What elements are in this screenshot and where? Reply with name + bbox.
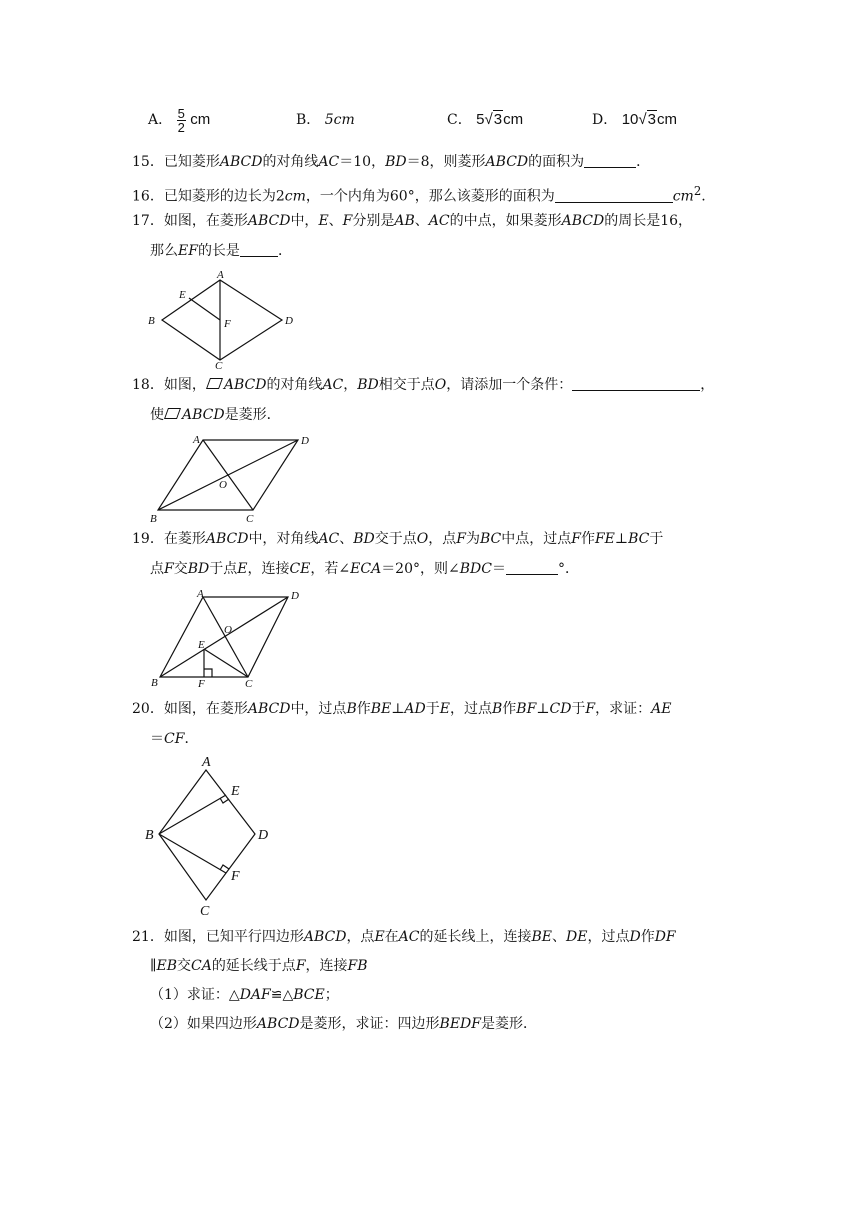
label-b: B [145,828,154,843]
diagonal-ac [203,597,248,677]
label-d: D [291,590,299,602]
label-c: C [246,513,254,525]
label-d: D [285,315,293,327]
option-a-unit: cm [190,111,211,128]
option-d: D． 10√3cm [592,111,677,128]
label-e: E [231,784,240,799]
diagonal-bd [158,440,298,510]
answer-blank[interactable] [572,376,700,391]
question-20-line2: ＝CF． [150,731,199,747]
label-f: F [198,678,205,690]
question-17-line2: 那么EF的长是 ． [150,243,292,259]
label-a: A [193,434,200,446]
question-19-line2: 点F交BD于点E，连接CE，若∠ECA＝20°，则∠BDC＝ °． [150,561,579,577]
label-a: A [217,269,224,281]
figure-18 [148,430,318,525]
rhombus-abcd [159,770,255,900]
answer-blank[interactable] [584,153,636,168]
question-15: 15．已知菱形ABCD的对角线AC＝10，BD＝8，则菱形ABCD的面积为 ． [132,154,651,170]
segment-bf [159,834,226,873]
question-21-line2: ∥EB交CA的延长线于点F，连接FB [150,958,368,974]
label-f: F [231,869,240,884]
question-21-part2: （2）如果四边形ABCD是菱形，求证：四边形BEDF是菱形． [150,1016,537,1032]
label-b: B [148,315,155,327]
parallelogram-icon [164,408,181,419]
segment-ef [189,298,220,320]
label-b: B [151,677,158,689]
option-b-label: B． [296,112,321,128]
question-21: 21．如图，已知平行四边形ABCD，点E在AC的延长线上，连接BE、DE，过点D作DF [132,929,676,945]
option-d-label: D． [592,112,618,128]
question-19: 19．在菱形ABCD中，对角线AC、BD交于点O，点F为BC中点，过点F作FE⊥BC于 [132,531,664,547]
label-c: C [245,678,253,690]
option-b-value: 5cm [324,112,355,128]
question-18: 18．如图， ABCD的对角线AC，BD相交于点O，请添加一个条件： ， [132,377,715,393]
segment-be [159,795,226,834]
figure-20 [142,752,282,922]
option-b [296,106,355,134]
label-d: D [301,435,309,447]
answer-blank[interactable] [240,242,278,257]
label-c: C [215,360,223,372]
label-d: D [258,828,269,843]
label-f: F [224,318,231,330]
label-e: E [179,289,186,301]
question-18-line2: 使 ABCD是菱形． [150,407,281,423]
figure-17 [145,268,305,372]
label-o: O [219,479,227,491]
answer-blank[interactable] [506,560,558,575]
option-a [148,106,210,134]
question-16: 16．已知菱形的边长为2cm，一个内角为60°，那么该菱形的面积为 $cm^2$. [132,184,706,205]
right-angle-mark-f [220,865,229,870]
question-20: 20．如图，在菱形ABCD中，过点B作BE⊥AD于E，过点B作BF⊥CD于F，求证：AE [132,701,672,717]
answer-blank[interactable] [555,188,673,203]
segment-ce [204,649,248,677]
option-a-fraction: $\frac{5}{2}$ [177,105,185,135]
label-o: O [224,624,232,636]
label-a: A [202,755,211,770]
diagonal-bd [160,597,288,677]
figure-19 [148,585,318,690]
question-21-part1: （1）求证：△DAF≌△BCE； [150,987,339,1003]
label-c: C [200,904,210,919]
label-a: A [197,588,204,600]
right-angle-mark [204,669,212,677]
option-c-label: C． [447,112,472,128]
label-b: B [150,513,157,525]
label-e: E [198,639,205,651]
parallelogram-icon [206,378,223,389]
option-c: C． 5√3cm [447,111,524,128]
option-a-label: A． [148,112,173,128]
question-17: 17．如图，在菱形ABCD中，E、F分别是AB、AC的中点，如果菱形ABCD的周长是16， [132,213,693,229]
